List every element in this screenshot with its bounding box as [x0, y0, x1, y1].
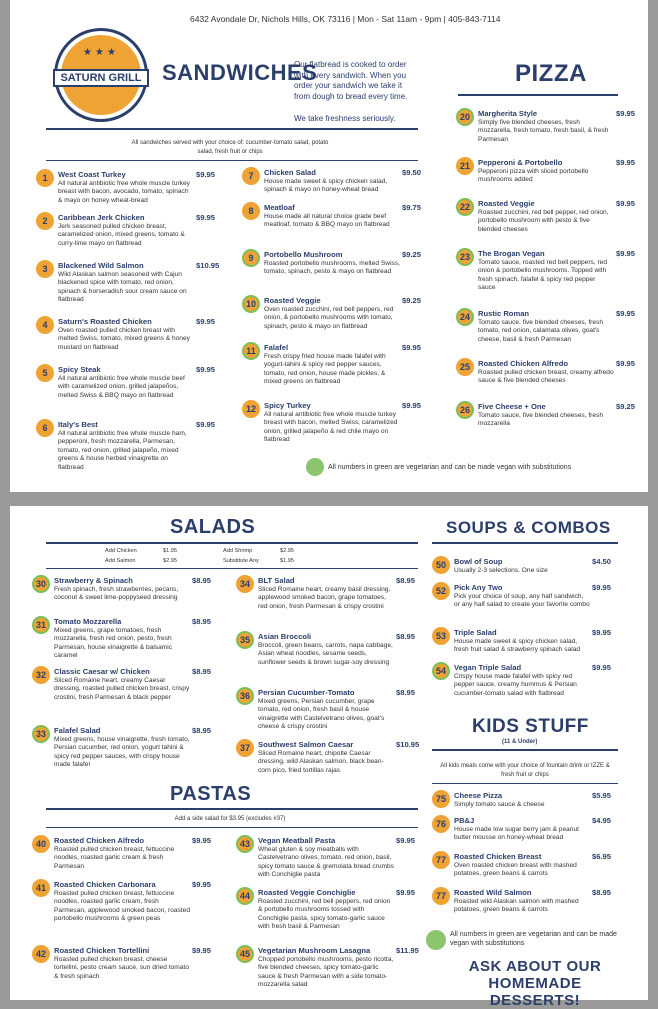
item-number-badge: 10	[242, 295, 260, 313]
item-name: Spicy Steak	[58, 365, 101, 374]
item-number-badge: 24	[456, 308, 474, 326]
item-price: $9.95	[616, 309, 636, 318]
item-price: $9.95	[592, 663, 612, 672]
item-price: $11.95	[396, 946, 419, 955]
item-number-badge: 43	[236, 835, 254, 853]
item-description: Roasted zucchini, red bell peppers, red onion & portobello mushrooms tossed with Conchiglie pasta, spicy tomato-garlic sauce with fresh basil & Parmesan	[258, 898, 391, 931]
item-name: Strawberry & Spinach	[54, 576, 133, 585]
item-price: $8.95	[192, 617, 212, 626]
item-name: Triple Salad	[454, 628, 497, 637]
item-description: Broccoli, green beans, carrots, napa cabbage, Asian wheat noodles, sesame seeds, sunflower seeds & brown sugar-soy dressing	[258, 642, 393, 666]
item-description: All natural antibiotic free whole muscle beef with caramelized onion, grilled jalapeños, melted Swiss & BBQ mayo on flatbread	[58, 375, 185, 399]
item-number-badge: 3	[36, 260, 54, 278]
item-description: Roasted zucchini, red bell pepper, red onion, portobello mushroom with pesto & five blended cheeses	[478, 209, 609, 233]
item-price: $8.95	[192, 667, 212, 676]
item-number-badge: 5	[36, 364, 54, 382]
item-name: Roasted Veggie Conchiglie	[258, 888, 356, 897]
item-description: Fresh spinach, fresh strawberries, pecans, coconut & sweet lime-poppyseed dressing	[54, 586, 179, 602]
item-price: $8.95	[396, 632, 416, 641]
sandwiches-title: SANDWICHES	[162, 60, 318, 85]
item-number-badge: 35	[236, 631, 254, 649]
item-name: Vegan Meatball Pasta	[258, 836, 336, 845]
item-name: West Coast Turkey	[58, 170, 126, 179]
freshness-note: We take freshness seriously.	[294, 114, 396, 123]
item-number-badge: 40	[32, 835, 50, 853]
item-number-badge: 75	[432, 790, 450, 808]
item-price: $9.25	[402, 250, 422, 259]
item-number-badge: 50	[432, 556, 450, 574]
item-number-badge: 31	[32, 616, 50, 634]
veg-dot-icon-2	[426, 930, 446, 950]
desserts-note: ASK ABOUT OUR HOMEMADE DESSERTS!	[468, 958, 602, 1009]
item-description: Sliced Romaine heart, creamy Caesar dressing, roasted pulled chicken breast, crispy crostini, fresh Parmesan & black pepper	[54, 677, 190, 701]
item-number-badge: 12	[242, 400, 260, 418]
item-description: Roasted pulled chicken breast, cheese tortellini, pesto cream sauce, sun dried tomato & fresh spinach	[54, 956, 189, 980]
item-number-badge: 45	[236, 945, 254, 963]
item-description: All natural antibiotic free whole muscle turkey breast with bacon, melted Swiss, caramelized onion, grilled jalapeño & red chile mayo on flatbread	[264, 411, 398, 444]
item-price: $10.95	[196, 261, 220, 270]
item-number-badge: 23	[456, 248, 474, 266]
item-description: Roasted pulled chicken breast, fettuccine noodles, roasted garlic cream, fresh Parmesan, applewood smoked bacon, roasted portobello mushrooms & green peas	[54, 890, 190, 923]
item-price: $4.95	[592, 816, 612, 825]
item-description: All natural antibiotic free whole muscle ham, pepperoni, fresh mozzarella, Parmesan, tomato, red onion, grilled jalapeño, mixed greens & house herbed vinaigrette on flatbread	[58, 430, 187, 471]
item-name: Roasted Veggie	[264, 296, 321, 305]
item-number-badge: 30	[32, 575, 50, 593]
item-price: $8.95	[592, 888, 612, 897]
item-price: $9.95	[192, 946, 212, 955]
item-description: Simply five blended cheeses, fresh mozzarella, fresh tomato, fresh basil, & fresh Parmesan	[478, 119, 609, 143]
item-price: $9.95	[196, 420, 216, 429]
kids-note: All kids meals come with your choice of fountain drink or IZZE & fresh fruit or chips	[440, 763, 610, 778]
item-name: The Brogan Vegan	[478, 249, 545, 258]
kids-title: KIDS STUFF	[472, 716, 589, 737]
item-name: PB&J	[454, 816, 475, 825]
item-number-badge: 8	[242, 202, 260, 220]
soups-title: SOUPS & COMBOS	[446, 518, 611, 537]
item-name: Asian Broccoli	[258, 632, 312, 641]
item-name: Persian Cucumber-Tomato	[258, 688, 355, 697]
item-name: Vegan Triple Salad	[454, 663, 522, 672]
addon-3-price: $2.95	[280, 548, 294, 554]
item-description: Usually 2-3 selections. One size	[454, 567, 548, 574]
item-name: Roasted Chicken Carbonara	[54, 880, 156, 889]
item-description: All natural antibiotic free whole muscle turkey breast with bacon, avocado, tomato, spinach & mayo on honey wheat-bread	[58, 180, 190, 204]
item-price: $9.95	[196, 170, 216, 179]
item-name: Falafel Salad	[54, 726, 101, 735]
item-description: Mixed greens, Persian cucumber, grape tomato, red onion, fresh basil & house vinaigrette with Castelvetrano olives, goat's cheese & crispy crostini	[258, 698, 385, 731]
item-description: House made all natural choice grade beef meatloaf, tomato & BBQ mayo on flatbread	[264, 213, 390, 229]
item-description: Pepperoni pizza with sliced portobello mushrooms added	[478, 168, 589, 184]
item-price: $9.95	[192, 880, 212, 889]
item-description: House made sweet & spicy chicken salad, spinach & mayo on honey-wheat bread	[264, 178, 388, 194]
item-name: Rustic Roman	[478, 309, 530, 318]
item-description: Chopped portobello mushrooms, pesto ricotta, five blended cheeses, spicy tomato-garlic sauce & fresh Parmesan with a side tomato-mozzarella salad	[258, 956, 394, 989]
item-number-badge: 21	[456, 157, 474, 175]
item-description: Roasted pulled chicken breast, fettuccine noodles, roasted garlic cream & fresh Parmesan	[54, 846, 175, 870]
item-number-badge: 25	[456, 358, 474, 376]
item-price: $9.95	[616, 158, 636, 167]
item-number-badge: 22	[456, 198, 474, 216]
item-name: Pick Any Two	[454, 583, 503, 592]
item-name: Roasted Chicken Alfredo	[54, 836, 145, 845]
item-name: Cheese Pizza	[454, 791, 503, 800]
addon-2-price: $2.95	[163, 558, 177, 564]
flatbread-note: Our flatbread is cooked to order with every sandwich. When you order your sandwich we take it from dough to bread every time.	[294, 60, 408, 101]
addon-1-price: $1.95	[163, 548, 177, 554]
veg-note: All numbers in green are vegetarian and can be made vegan with substitutions	[328, 464, 572, 471]
item-price: $9.95	[196, 365, 216, 374]
item-price: $9.95	[196, 213, 216, 222]
item-price: $9.95	[616, 109, 636, 118]
addon-2: Add Salmon	[105, 558, 136, 564]
item-name: Saturn's Roasted Chicken	[58, 317, 152, 326]
item-description: Roasted wild Alaskan salmon with mashed potatoes, green beans & carrots	[454, 898, 579, 914]
item-price: $5.95	[592, 791, 612, 800]
item-name: Southwest Salmon Caesar	[258, 740, 354, 749]
item-name: Bowl of Soup	[454, 557, 503, 566]
item-name: Chicken Salad	[264, 168, 316, 177]
item-price: $4.50	[592, 557, 612, 566]
item-price: $9.95	[196, 317, 216, 326]
item-name: Caribbean Jerk Chicken	[58, 213, 145, 222]
item-description: Pick your choice of soup, any half sandwich, or any half salad to create your favorite combo	[454, 593, 590, 609]
item-name: Blackened Wild Salmon	[58, 261, 144, 270]
item-number-badge: 2	[36, 212, 54, 230]
pizza-title: PIZZA	[515, 60, 587, 87]
saturn-grill-logo	[54, 28, 148, 122]
item-name: Roasted Chicken Tortellini	[54, 946, 150, 955]
kids-subtitle: (11 & Under)	[502, 739, 538, 745]
item-name: Margherita Style	[478, 109, 538, 118]
item-number-badge: 36	[236, 687, 254, 705]
item-name: Vegetarian Mushroom Lasagna	[258, 946, 371, 955]
item-name: Tomato Mozzarella	[54, 617, 122, 626]
item-name: Spicy Turkey	[264, 401, 311, 410]
item-name: Meatloaf	[264, 203, 295, 212]
item-price: $8.95	[192, 726, 212, 735]
salads-title: SALADS	[170, 516, 256, 538]
item-number-badge: 53	[432, 627, 450, 645]
item-number-badge: 76	[432, 815, 450, 833]
item-number-badge: 6	[36, 419, 54, 437]
item-description: Jerk seasoned pulled chicken breast, caramelized onion, mixed greens, tomato & curry-lime mayo on flatbread	[58, 223, 185, 247]
item-number-badge: 41	[32, 879, 50, 897]
pastas-title: PASTAS	[170, 783, 252, 805]
item-name: BLT Salad	[258, 576, 295, 585]
stars-icon: ★★★	[83, 47, 119, 58]
item-price: $9.95	[402, 343, 422, 352]
served-note: All sandwiches served with your choice of: cucumber-tomato salad, potato salad, fresh fruit or chips	[131, 140, 329, 155]
item-price: $9.25	[402, 296, 422, 305]
item-description: Oven roasted zucchini, red bell peppers, red onion, & portobello mushrooms with tomato, spinach, pesto & mayo on flatbread	[264, 306, 394, 330]
item-number-badge: 42	[32, 945, 50, 963]
item-name: Roasted Chicken Alfredo	[478, 359, 569, 368]
item-price: $8.95	[396, 688, 416, 697]
item-price: $8.95	[192, 576, 212, 585]
item-description: Oven roasted pulled chicken breast with melted Swiss, tomato, mixed greens & honey mustard on flatbread	[58, 327, 190, 351]
item-name: Classic Caesar w/ Chicken	[54, 667, 150, 676]
item-price: $9.95	[592, 583, 612, 592]
item-price: $9.95	[192, 836, 212, 845]
item-name: Roasted Wild Salmon	[454, 888, 532, 897]
addon-1: Add Chicken	[105, 548, 137, 554]
item-description: Roasted portobello mushrooms, melted Swiss, tomato, spinach, pesto & mayo on flatbread	[264, 260, 400, 276]
item-name: Pepperoni & Portobello	[478, 158, 563, 167]
item-number-badge: 77	[432, 887, 450, 905]
logo-text: SATURN GRILL	[53, 69, 149, 87]
item-description: Simply tomato sauce & cheese	[454, 801, 545, 808]
item-description: Tomato sauce, roasted red bell peppers, red onion & portobello mushrooms. Topped with fresh spinach, falafel & spicy red pepper sauce	[478, 259, 608, 292]
restaurant-address: 6432 Avondale Dr, Nichols Hills, OK 73116 | Mon - Sat 11am - 9pm | 405-843-7114	[190, 14, 501, 24]
item-description: House made sweet & spicy chicken salad, fresh fruit salad & strawberry spinach salad	[454, 638, 581, 654]
item-number-badge: 26	[456, 401, 474, 419]
item-name: Italy's Best	[58, 420, 98, 429]
item-number-badge: 9	[242, 249, 260, 267]
item-price: $9.25	[616, 402, 636, 411]
item-description: Wheat gluten & soy meatballs with Castelvetrano olives, tomato, red onion, basil, spicy tomato sauce & gremolata bread crumbs with Conchiglie pasta	[258, 846, 394, 879]
item-description: Wild Alaskan salmon seasoned with Cajun blackened spice with tomato, red onion, spinach & horseradish sour cream sauce on flatbread	[58, 271, 187, 304]
item-number-badge: 1	[36, 169, 54, 187]
item-number-badge: 52	[432, 582, 450, 600]
item-name: Roasted Veggie	[478, 199, 535, 208]
item-price: $9.75	[402, 203, 422, 212]
item-price: $10.95	[396, 740, 420, 749]
item-description: Mixed greens, grape tomatoes, fresh mozzarella, fresh red onion, pesto, fresh Parmesan, house vinaigrette & balsamic caramel	[54, 627, 173, 660]
addon-4-price: $1.95	[280, 558, 294, 564]
item-description: Roasted pulled chicken breast, creamy alfredo sauce & five blended cheeses	[478, 369, 614, 385]
addon-3: Add Shrimp	[223, 548, 253, 554]
item-price: $9.95	[402, 401, 422, 410]
item-description: Sliced Romaine heart, chipotle Caesar dressing, wild Alaskan salmon, black bean-corn pico, fried tortillas rajas	[258, 750, 384, 774]
item-price: $8.95	[396, 576, 416, 585]
item-description: Oven roasted chicken breast with mashed potatoes, green beans & carrots	[454, 862, 577, 878]
menu-page-1	[10, 0, 648, 492]
item-number-badge: 37	[236, 739, 254, 757]
veg-note-2: All numbers in green are vegetarian and can be made vegan with substitutions	[450, 931, 617, 947]
item-description: Crispy house made falafel with spicy red pepper sauce, creamy hummus & Persian cucumber-tomato salad with flatbread	[454, 673, 577, 697]
item-price: $9.95	[396, 888, 416, 897]
item-price: $9.95	[592, 628, 612, 637]
item-name: Five Cheese + One	[478, 402, 546, 411]
item-price: $9.50	[402, 168, 422, 177]
item-price: $9.95	[616, 359, 636, 368]
item-name: Portobello Mushroom	[264, 250, 343, 259]
item-name: Roasted Chicken Breast	[454, 852, 542, 861]
item-number-badge: 11	[242, 342, 260, 360]
item-description: Mixed greens, house vinaigrette, fresh tomato, Persian cucumber, red onion, yogurt tahini & spicy red pepper sauces, with crispy house made falafel	[54, 736, 190, 769]
item-price: $9.95	[616, 199, 636, 208]
item-price: $6.95	[592, 852, 612, 861]
item-price: $9.95	[396, 836, 416, 845]
item-description: Tomato sauce, five blended cheeses, fresh tomato, red onion, calamata olives, goat's cheese, basil & fresh Parmesan	[478, 319, 603, 343]
addon-4: Substitute Any	[223, 558, 259, 564]
item-name: Falafel	[264, 343, 289, 352]
item-description: Sliced Romaine heart, creamy basil dressing, applewood smoked bacon, grape tomatoes, red onion, fresh Parmesan & crispy crostini	[258, 586, 391, 610]
item-price: $9.95	[616, 249, 636, 258]
item-description: Fresh crispy fried house made falafel with yogurt-tahini & spicy red pepper sauces, tomato, red onion, house made pickles, & mixed greens on flatbread	[264, 353, 386, 386]
item-description: Tomato sauce, five blended cheeses, fresh mozzarella	[478, 412, 603, 428]
item-number-badge: 33	[32, 725, 50, 743]
veg-dot-icon	[306, 458, 324, 476]
menu-page-2	[10, 506, 648, 1009]
item-number-badge: 32	[32, 666, 50, 684]
item-number-badge: 44	[236, 887, 254, 905]
item-number-badge: 77	[432, 851, 450, 869]
item-number-badge: 34	[236, 575, 254, 593]
pasta-note: Add a side salad for $3.95 (excludes #37)	[174, 816, 286, 822]
item-number-badge: 20	[456, 108, 474, 126]
item-number-badge: 4	[36, 316, 54, 334]
item-description: House made low sugar berry jam & peanut butter mousse on honey-wheat bread	[454, 826, 579, 842]
item-number-badge: 54	[432, 662, 450, 680]
item-number-badge: 7	[242, 167, 260, 185]
